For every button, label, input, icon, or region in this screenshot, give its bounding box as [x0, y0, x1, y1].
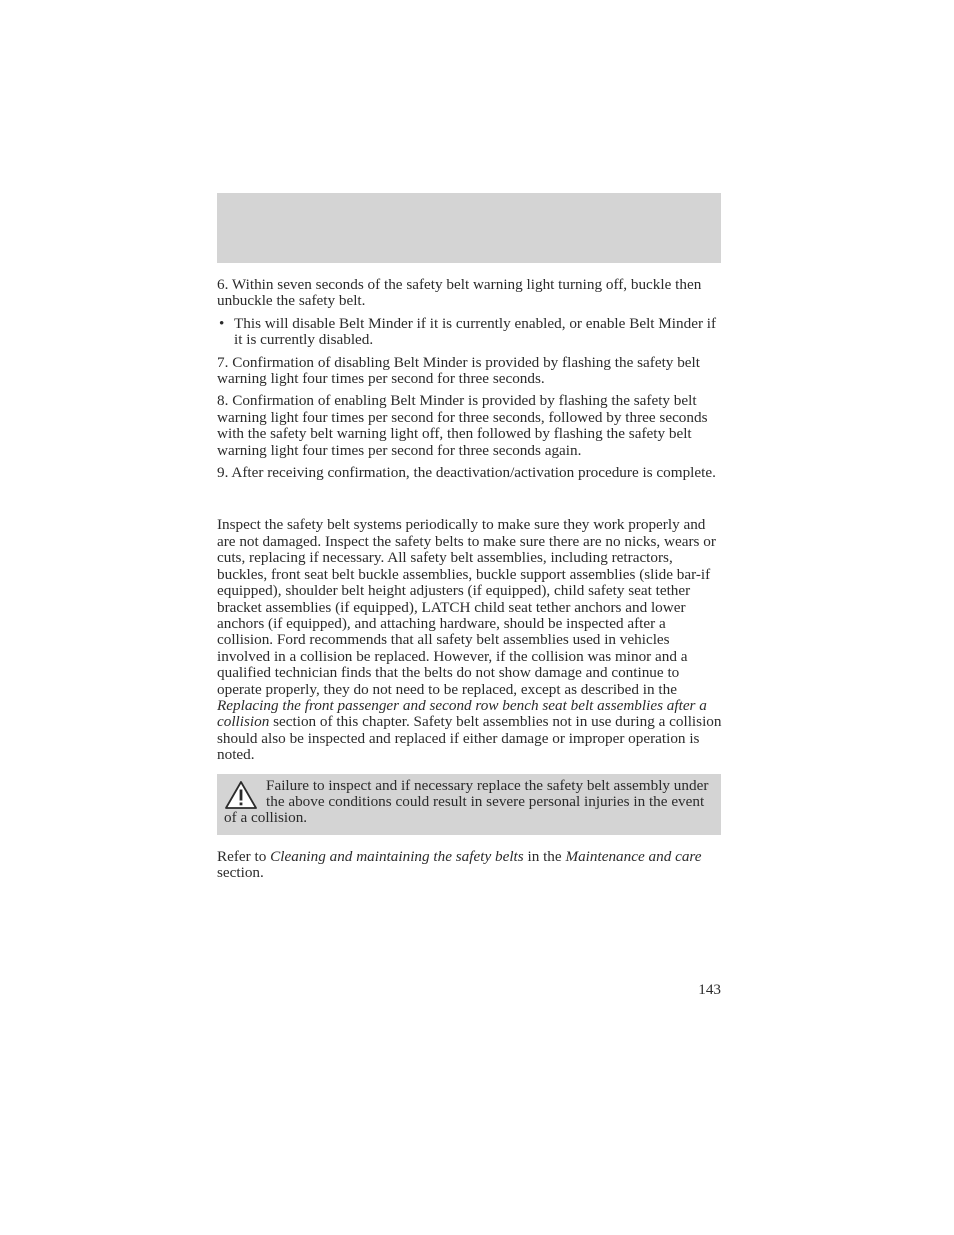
- page-content: [217, 277, 723, 888]
- step-9: 9. After receiving confirmation, the deactivation/activation procedure is complete.: [217, 464, 716, 482]
- bullet-text: This will disable Belt Minder if it is currently enabled, or enable Belt Minder if it is currently disabled.: [234, 314, 717, 349]
- refer-middle: in the: [523, 847, 566, 865]
- step-6: 6. Within seven seconds of the safety belt warning light turning off, buckle then unbuckle the safety belt.: [217, 276, 702, 310]
- refer-prefix: Refer to: [217, 847, 271, 865]
- section-header-band: [217, 193, 721, 263]
- replacing-section-reference: Replacing the front passenger and second row bench seat belt assemblies after a collision: [217, 696, 707, 731]
- inspection-text-1: Inspect the safety belt systems periodically to make sure they work properly and are not damaged. Inspect the safety belts to make sure there are no nicks, wears or cuts, replacing if necessary. All safety belt assemblies, including retractors, buckles, front seat belt buckle assemblies, buckle support assemblies (slide bar-if equipped), shoulder belt height adjusters (if equipped), child safety seat tether bracket assemblies (if equipped), LATCH child seat tether anchors and lower anchors (if equipped), and attaching hardware, should be inspected after a collision. Ford recommends that all safety belt assemblies used in vehicles involved in a collision be replaced. However, if the collision was minor and a qualified technician finds that the belts do not show damage and continue to operate properly, they do not need to be replaced, except as described in the: [217, 516, 716, 698]
- warning-triangle-icon: [224, 780, 258, 810]
- warning-box: [217, 774, 721, 835]
- step-7: 7. Confirmation of disabling Belt Minder is provided by flashing the safety belt warning light four times per second for three seconds.: [217, 353, 700, 388]
- refer-paragraph: [217, 849, 723, 882]
- bullet-mark: •: [219, 314, 225, 332]
- inspection-paragraph: [217, 517, 723, 763]
- refer-suffix: section.: [217, 864, 264, 882]
- maintenance-care-reference: Maintenance and care: [565, 847, 702, 865]
- warning-text: Failure to inspect and if necessary replace the safety belt assembly under the above conditions could result in severe personal injuries in the event of a collision.: [224, 776, 709, 827]
- step-8: 8. Confirmation of enabling Belt Minder is provided by flashing the safety belt warning light four times per second for three seconds, followed by three seconds with the safety belt warning light off, then followed by flashing the safety belt warning light four times per second for three seconds again.: [217, 392, 708, 459]
- page-number: 143: [698, 981, 721, 998]
- bullet-item: [217, 316, 723, 349]
- section-spacer: [217, 487, 723, 517]
- cleaning-safety-belts-reference: Cleaning and maintaining the safety belts: [270, 847, 524, 865]
- inspection-text-2: section of this chapter. Safety belt assemblies not in use during a collision should also be inspected and replaced if either damage or improper operation is noted.: [217, 713, 722, 764]
